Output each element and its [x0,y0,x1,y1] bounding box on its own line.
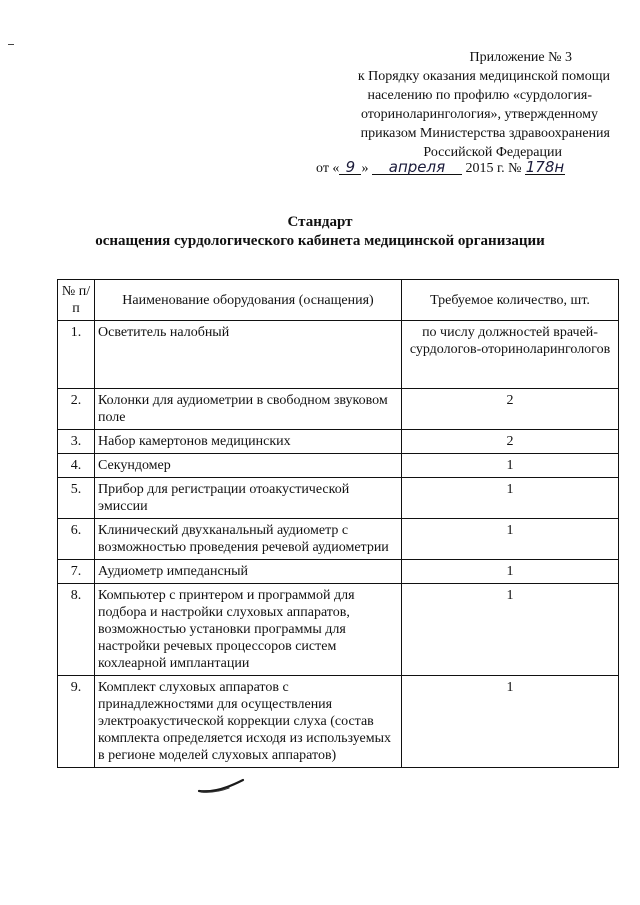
order-prefix: от « [316,161,340,176]
row-qty: 2 [402,389,619,430]
appendix-line: Российской Федерации [423,145,562,160]
row-num: 1. [58,321,95,389]
row-num: 6. [58,519,95,560]
row-name: Прибор для регистрации отоакустической эмиссии [95,478,402,519]
table-row [58,430,619,454]
table-row [58,478,619,519]
row-qty: 1 [402,676,619,768]
header-name: Наименование оборудования (оснащения) [95,280,402,321]
order-quote: » [361,161,369,176]
header-num: № п/п [58,280,95,321]
row-qty: по числу должностей врачей-сурдологов-оториноларингологов [402,321,619,389]
row-qty: 1 [402,560,619,584]
row-qty: 1 [402,454,619,478]
appendix-line: к Порядку оказания медицинской помощи [357,69,610,84]
table-row [58,454,619,478]
table-row [58,676,619,768]
order-day: 9 [339,160,361,175]
row-qty: 1 [402,519,619,560]
document-subtitle: оснащения сурдологического кабинета медицинской организации [95,233,545,249]
row-num: 4. [58,454,95,478]
row-name: Аудиометр импедансный [95,560,402,584]
document-title: Стандарт [287,214,353,230]
row-name: Компьютер с принтером и программой для подбора и настройки слуховых аппаратов, возможностью установки программы для настройки речевых процессоров систем кохлеарной имплантации [95,584,402,676]
appendix-line: приказом Министерства здравоохранения [360,126,610,141]
row-qty: 1 [402,584,619,676]
order-month: апреля [372,160,462,175]
row-name: Осветитель налобный [95,321,402,389]
row-num: 2. [58,389,95,430]
row-qty: 1 [402,478,619,519]
row-qty: 2 [402,430,619,454]
order-year: 2015 г. № [465,161,522,176]
margin-mark [8,44,14,45]
table-row [58,584,619,676]
row-num: 3. [58,430,95,454]
signature-mark [197,778,245,796]
row-num: 7. [58,560,95,584]
header-qty: Требуемое количество, шт. [402,280,619,321]
row-name: Набор камертонов медицинских [95,430,402,454]
table-row [58,560,619,584]
table-row [58,321,619,389]
table-header-row [58,280,619,321]
order-date-line [316,160,616,182]
row-name: Комплект слуховых аппаратов с принадлежностями для осуществления электроакустической коррекции слуха (состав комплекта определяется исходя из используемых в регионе моделей слуховых аппаратов) [95,676,402,768]
table-row [58,389,619,430]
appendix-block [300,48,610,162]
appendix-line: оториноларингология», утвержденному [360,107,598,122]
row-num: 5. [58,478,95,519]
table-row [58,519,619,560]
appendix-number: Приложение № 3 [469,50,572,65]
row-num: 9. [58,676,95,768]
row-name: Клинический двухканальный аудиометр с возможностью проведения речевой аудиометрии [95,519,402,560]
equipment-table [57,279,619,768]
row-num: 8. [58,584,95,676]
appendix-line: населению по профилю «сурдология- [367,88,592,103]
row-name: Секундомер [95,454,402,478]
row-name: Колонки для аудиометрии в свободном звуковом поле [95,389,402,430]
order-number: 178н [525,158,565,176]
